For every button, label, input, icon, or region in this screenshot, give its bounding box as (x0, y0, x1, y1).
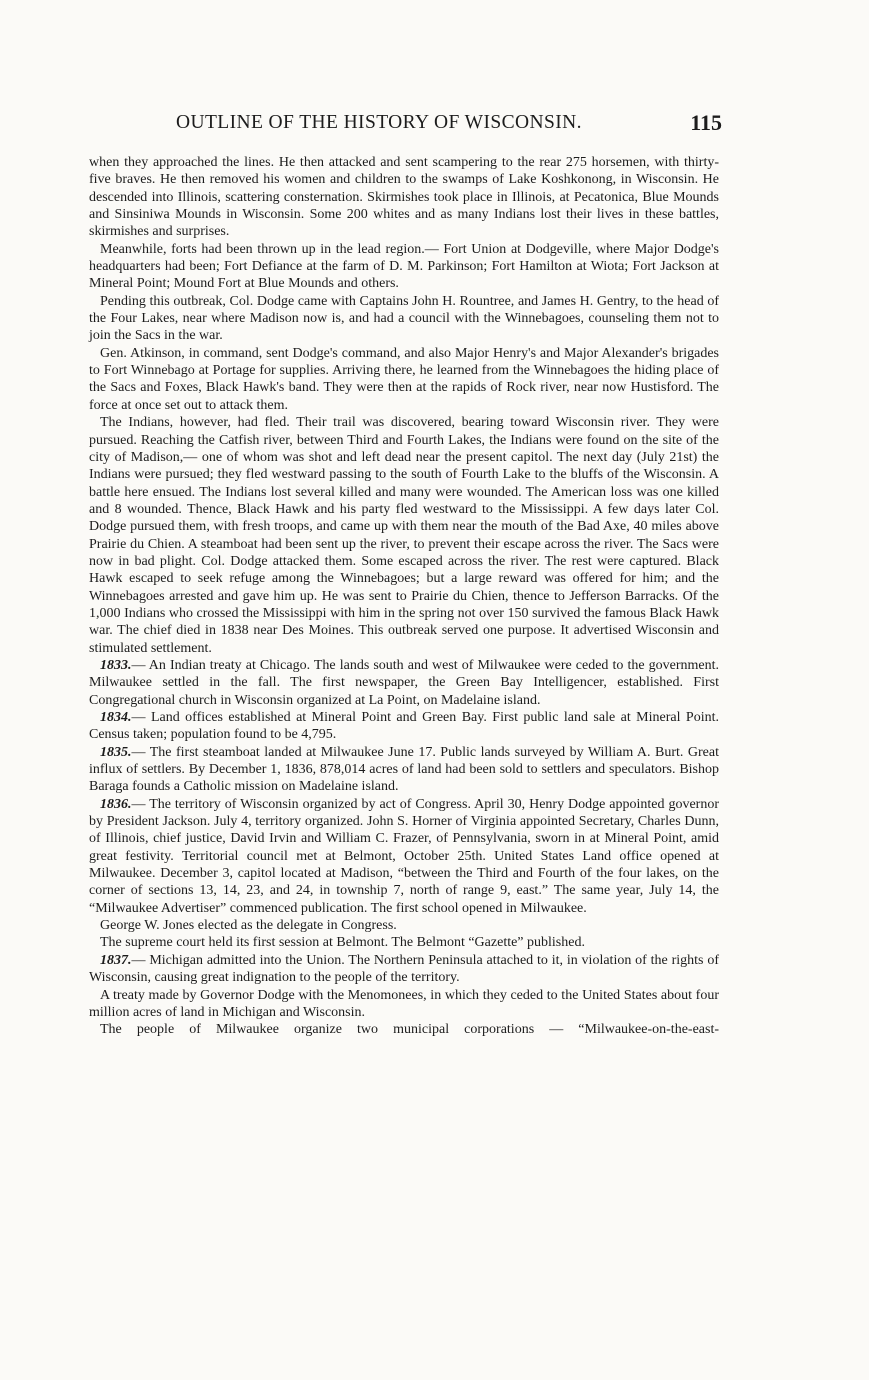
year-heading: 1834. (100, 710, 132, 725)
paragraph (89, 1021, 719, 1038)
year-heading: 1836. (100, 796, 132, 812)
paragraph (89, 987, 719, 1022)
running-title: OUTLINE OF THE HISTORY OF WISCONSIN. (176, 112, 582, 133)
paragraph-text: — An Indian treaty at Chicago. The lands south and west of Milwaukee were ceded to the government. Milwaukee settled in the fall. The first newspaper, the Green Bay Intelligencer, established. First Congregational church in Wisconsin organized at La Point, on Madelaine island. (89, 657, 719, 708)
paragraph-text: Meanwhile, forts had been thrown up in the lead region.— Fort Union at Dodgeville, where Major Dodge's headquarters had been; Fort Defiance at the farm of D. M. Parkinson; Fort Hamilton at Wiota; Fort Jackson at Mineral Point; Mound Fort at Blue Mounds and others. (89, 241, 719, 292)
year-heading: 1837. (100, 952, 132, 968)
paragraph-text: A treaty made by Governor Dodge with the Menomonees, in which they ceded to the United States about four million acres of land in Michigan and Wisconsin. (89, 987, 719, 1020)
paragraph (89, 345, 719, 414)
paragraph (89, 414, 719, 657)
paragraph-text: Pending this outbreak, Col. Dodge came with Captains John H. Rountree, and James H. Gentry, to the head of the Four Lakes, near where Madison now is, and had a council with the Winnebagoes, counseling them not to join the Sacs in the war. (89, 293, 719, 344)
page-number: 115 (690, 110, 722, 135)
paragraph-text: — Land offices established at Mineral Point and Green Bay. First public land sale at Mineral Point. Census taken; population found to be 4,795. (89, 710, 719, 743)
paragraph (89, 952, 719, 987)
paragraph-text: George W. Jones elected as the delegate in Congress. (100, 918, 397, 934)
page-header (90, 110, 722, 140)
body-text (89, 154, 719, 1039)
paragraph-text: when they approached the lines. He then attacked and sent scampering to the rear 275 horsemen, with thirty-five braves. He then removed his women and children to the swamps of Lake Koshkonong, in Wisconsin. He descended into Illinois, scattering consternation. Skirmishes took place in Illinois, at Pecatonica, Blue Mounds and Sinsiniwa Mounds in Wisconsin. Some 200 whites and as many Indians lost their lives in these battles, skirmishes and surprises. (89, 155, 719, 240)
year-heading: 1835. (100, 744, 132, 760)
paragraph (89, 917, 719, 934)
paragraph (89, 934, 719, 951)
paragraph-text: Gen. Atkinson, in command, sent Dodge's command, and also Major Henry's and Major Alexander's brigades to Fort Winnebago at Portage for supplies. Arriving there, he learned from the Winnebagoes the hiding place of the Sacs and Foxes, Black Hawk's band. They were then at the rapids of Rock river, near now Hustisford. The force at once set out to attack them. (89, 345, 719, 413)
paragraph-text: The supreme court held its first session at Belmont. The Belmont “Gazette” published. (100, 935, 585, 951)
paragraph (89, 796, 719, 917)
paragraph (89, 241, 719, 293)
paragraph (89, 744, 719, 796)
paragraph (89, 657, 719, 709)
paragraph-text: The people of Milwaukee organize two municipal corporations — “Milwaukee-on-the-east- (100, 1022, 719, 1038)
paragraph-text: The Indians, however, had fled. Their trail was discovered, bearing toward Wisconsin river. They were pursued. Reaching the Catfish river, between Third and Fourth Lakes, the Indians were found on the site of the city of Madison,— one of whom was shot and left dead near the present capitol. The next day (July 21st) the Indians were pursued; they fled westward passing to the south of Fourth Lake to the bluffs of the Wisconsin. A battle here ensued. The Indians lost several killed and many were wounded. The American loss was one killed and 8 wounded. Thence, Black Hawk and his party fled westward to the Mississippi. A few days later Col. Dodge pursued them, with fresh troops, and came up with them near the mouth of the Bad Axe, 40 miles above Prairie du Chien. A steamboat had been sent up the river, to prevent their escape across the river. The Sacs were now in bad plight. Col. Dodge attacked them. Some escaped across the river. The rest were captured. Black Hawk escaped to seek refuge among the Winnebagoes; but a large reward was offered for him; and the Winnebagoes arrested and gave him up. He was sent to Prairie du Chien, thence to Jefferson Barracks. Of the 1,000 Indians who crossed the Mississippi with him in the spring not over 150 survived the famous Black Hawk war. The chief died in 1838 near Des Moines. This outbreak served one purpose. It advertised Wisconsin and stimulated settlement. (89, 415, 719, 656)
paragraph (89, 293, 719, 345)
year-heading: 1833. (100, 657, 132, 673)
paragraph (89, 154, 719, 241)
paragraph-text: — The territory of Wisconsin organized by act of Congress. April 30, Henry Dodge appointed governor by President Jackson. July 4, territory organized. John S. Horner of Virginia appointed Secretary, Charles Dunn, of Illinois, chief justice, David Irvin and William C. Frazer, of Pennsylvania, sworn in at Mineral Point, amid great festivity. Territorial council met at Belmont, October 25th. United States Land office opened at Milwaukee. December 3, capitol located at Madison, “between the Third and Fourth of the four lakes, on the corner of sections 13, 14, 23, and 24, in township 7, north of range 9, east.” The same year, July 14, the “Milwaukee Advertiser” commenced publication. The first school opened in Milwaukee. (89, 796, 719, 916)
paragraph-text: — Michigan admitted into the Union. The Northern Peninsula attached to it, in violation of the rights of Wisconsin, causing great indignation to the people of the territory. (89, 952, 719, 986)
paragraph (89, 709, 719, 744)
paragraph-text: — The first steamboat landed at Milwaukee June 17. Public lands surveyed by William A. Burt. Great influx of settlers. By December 1, 1836, 878,014 acres of land had been sold to settlers and speculators. Bishop Baraga founds a Catholic mission on Madelaine island. (89, 744, 719, 795)
